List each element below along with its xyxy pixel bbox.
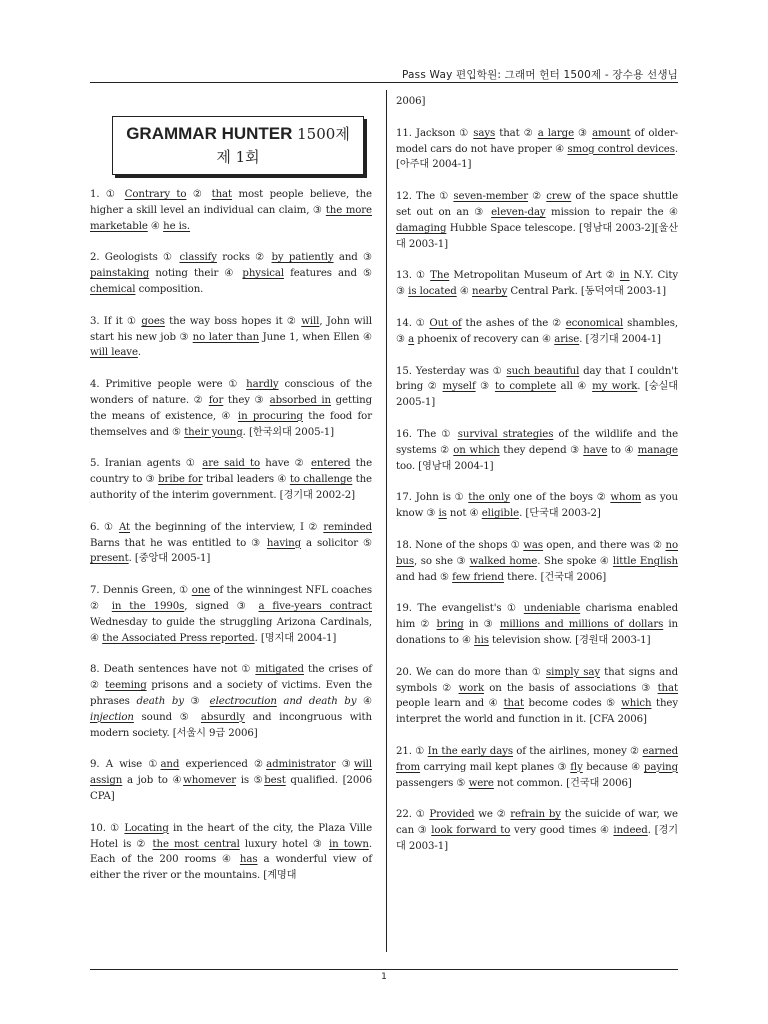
underlined-choice: says [473,127,496,139]
question-text: . [경기대 2004-1] [579,333,661,345]
underlined-choice: to complete [494,381,557,393]
question [90,377,372,440]
question [396,601,678,648]
question-text: very good times ④ [510,825,614,837]
question-text: features and ⑤ [283,268,372,280]
question-text: they ③ [223,394,270,406]
underlined-choice: entered [310,458,351,470]
question-text: N.Y. City ③ [396,270,678,298]
question-text: 3. If it ① [90,315,142,327]
underlined-choice: in town [328,838,369,850]
question-text: 5. Iranian agents ① [90,458,203,470]
question-text: 10. ① [90,822,125,834]
question-text: all ④ [556,381,593,393]
underlined-choice: little English [612,555,678,567]
underlined-choice: mitigated [255,664,304,676]
question-text: of the space shuttle set out on an ③ [396,191,679,218]
underlined-choice: manage [637,444,678,456]
underlined-choice: were [468,777,494,789]
question-text: composition. [135,283,204,295]
question [90,757,372,804]
underlined-choice: amount [592,127,631,139]
question-text: open, and there was ② [543,539,666,551]
underlined-choice: crew [546,191,572,203]
question-text: Wednesday to guide the struggling Arizona Cardinals, ④ [90,616,372,644]
page-header: Pass Way 편입학원: 그래머 헌터 1500제 - 장수용 선생님 [401,69,678,81]
underlined-choice: arise [554,333,580,345]
underlined-choice: survival strategies [457,428,554,440]
underlined-choice: smog control devices [567,143,675,155]
question-text: ② [528,191,547,203]
question-text: a wonderful view of either the river or the mountains. [계명대 [90,854,372,882]
question [396,427,678,474]
question [90,520,372,567]
question-text: experienced ② [179,759,267,771]
question-text: too. [영남대 2004-1] [396,460,494,472]
underlined-choice: no later than [192,331,260,343]
question-text: 11. Jackson ① [396,127,474,139]
underlined-choice: absurdly [200,711,245,723]
question-text: charisma enabled him ② [396,603,679,631]
underlined-choice: The [430,270,450,282]
question-text: conscious of the wonders of nature. ② [90,379,372,406]
question-text: Metropolitan Museum of Art ② [449,270,620,282]
question-text: and had ⑤ [396,571,453,583]
underlined-choice: such beautiful [506,365,580,377]
underlined-choice: nearby [472,286,508,298]
underlined-choice: refrain by [510,809,561,821]
question-text: we ② [474,809,511,821]
question [396,126,678,173]
question-text: a solicitor ⑤ [301,537,372,549]
question-text: one of the boys ② [509,492,611,504]
underlined-choice: earned from [396,745,678,773]
underlined-choice: electrocution [209,695,277,707]
question [90,662,372,741]
question-text: not common. [건국대 2006] [493,777,632,789]
underlined-choice: economical [565,317,624,329]
page-number: 1 [381,972,387,982]
underlined-choice: few friend [452,571,504,583]
question-text: luxury hotel ③ [239,838,329,850]
underlined-choice: that [211,189,233,200]
question-text: June 1, when Ellen ④ [259,331,372,343]
underlined-choice: a large [537,127,574,139]
question-text: most people believe, the higher a skill level an individual can claim, ③ [90,189,372,216]
question-text: . [경기대 2003-1] [396,825,678,852]
underlined-choice: fly [570,761,583,773]
underlined-choice: a [408,333,415,345]
title-line-1 [113,123,363,144]
question-text: 17. John is ① [396,492,469,504]
underlined-choice: my work [592,381,638,393]
question-text: getting the means of existence, ④ [90,394,372,422]
underlined-choice: was [523,539,543,551]
underlined-choice: whomever [183,775,237,787]
underlined-choice: classify [179,252,217,264]
question-text: to ④ [607,444,638,456]
question-text: 19. The evangelist's ① [396,603,524,615]
question-text: 18. None of the shops ① [396,539,524,551]
question-text: ③ [335,759,354,771]
question-text: 6. ① [90,521,119,533]
question-text: and ③ [333,252,372,264]
header-rule [90,82,678,83]
underlined-choice: millions and millions of dollars [499,619,664,631]
question-text: the beginning of the interview, I ② [130,521,324,533]
underlined-choice: will [301,315,320,327]
question-text: of older-model cars do not have proper ④ [396,127,679,155]
question-text: mission to repair the ④ [545,206,678,218]
question-text: there. [건국대 2006] [503,571,607,583]
underlined-choice: present [90,553,129,565]
underlined-choice: teeming [105,680,147,692]
question [90,821,372,884]
question-text: Central Park. [동덕여대 2003-1] [507,286,666,298]
underlined-choice: physical [242,268,284,280]
question-text: Barns that he was entitled to ③ [90,537,267,549]
underlined-choice: in [619,270,630,282]
underlined-choice: will assign [90,759,373,787]
question [90,314,372,361]
underlined-choice: is located [408,286,457,298]
question-text: 21. ① [396,745,428,757]
question-text: tribal leaders ④ [202,474,290,486]
underlined-choice: myself [442,381,476,393]
underlined-choice: Provided [429,809,475,821]
question [90,456,372,503]
question-text: . [아주대 2004-1] [396,143,678,171]
question-text: people learn and ④ [396,698,504,710]
underlined-choice: in the 1990s [111,600,185,612]
question-text: because ④ [582,761,644,773]
underlined-choice: which [621,698,652,710]
question-text: 7. Dennis Green, ① [90,585,192,597]
underlined-choice: eligible [481,508,520,520]
question [396,268,678,300]
question-text: as you know ③ [396,492,678,520]
column-divider [386,90,387,952]
question-text: ③ [475,381,495,393]
underlined-choice: the most central [152,838,240,850]
left-column [90,187,372,900]
question [396,807,678,854]
underlined-choice: their young [184,426,243,438]
question-text: . [숭실대 2005-1] [396,381,678,409]
question-text: 1. ① [90,189,125,200]
question-text: carrying mail kept planes ③ [420,761,571,773]
underlined-choice: injection [90,711,134,723]
underlined-choice: In the early days [427,745,513,757]
question-text: 14. ① [396,317,430,329]
question-text: prisons and a society of victims. Even the phrases [90,680,372,707]
underlined-choice: seven-member [453,191,529,203]
question-text: 20. We can do more than ① [396,666,547,678]
underlined-choice: work [458,682,485,694]
underlined-choice: the Associated Press reported [102,632,255,644]
underlined-choice: Locating [124,822,169,834]
underlined-choice: will leave [90,347,138,359]
underlined-choice: Out of [429,317,462,329]
question [396,189,678,252]
question-text: 16. The ① [396,428,458,440]
question-text: noting their ④ [149,268,243,280]
question-text: 4. Primitive people were ① [90,379,247,391]
question-text: ③ [574,127,593,139]
underlined-choice: Contrary to [124,189,187,200]
question-text: ④ [356,695,373,707]
underlined-choice: bring [436,619,464,631]
question-text: television show. [경원대 2003-1] [488,634,651,646]
question-text: . She spoke ④ [537,555,613,567]
question-text: in donations to ④ [396,619,678,646]
underlined-choice: one [191,585,211,597]
underlined-choice: simply say [546,666,601,678]
underlined-choice: have [583,444,608,456]
underlined-choice: on which [453,444,500,456]
question-text: passengers ⑤ [396,777,469,789]
question [90,250,372,297]
question-text: they depend ③ [499,444,584,456]
question-text: Hubble Space telescope. [영남대 2003-2][울산대 2003-1] [396,222,678,250]
question-text: become codes ⑤ [524,698,622,710]
underlined-choice: the more marketable [90,204,372,232]
question-text: 2. Geologists ① [90,252,180,264]
question-text: the way boss hopes it ② [164,315,302,327]
question [396,744,678,791]
right-column [396,94,678,871]
title-bold: GRAMMAR HUNTER [126,124,293,143]
question-text: shambles, ③ [396,317,678,345]
footer-rule [90,969,678,970]
underlined-choice: absorbed in [269,394,331,406]
title-box [112,116,364,175]
underlined-choice: look forward to [431,825,511,837]
question-text: 9. A wise ① [90,759,161,771]
question-text: . Each of the 200 rooms ④ [90,838,372,866]
underlined-choice: his [474,634,489,646]
underlined-choice: by patiently [271,252,334,264]
underlined-choice: is [438,508,447,520]
question-text: day that I couldn't bring ② [396,365,678,393]
question-text: in the heart of the city, the Plaza Ville Hotel is ② [90,822,373,850]
question-text: rocks ② [216,252,272,264]
question-text: . [한국외대 2005-1] [242,426,335,438]
underlined-choice: are said to [202,458,261,470]
question-text: . [중앙대 2005-1] [128,553,211,565]
question-text: not ④ [446,508,482,520]
underlined-choice: reminded [323,521,372,533]
question-text: is ⑤ [236,775,265,787]
question-text: ② [186,189,212,200]
underlined-choice: undeniable [523,603,581,615]
question-text: the crises of ② [90,664,372,692]
question-text: phoenix of recovery can ④ [414,333,555,345]
question [396,364,678,411]
question-text: in ③ [463,619,500,631]
question-text: that ② [495,127,538,139]
underlined-choice: chemical [90,283,136,295]
question-text: of the airlines, money ② [512,745,643,757]
underlined-choice: has [239,854,258,866]
question [396,538,678,585]
underlined-choice: goes [141,315,165,327]
question-text: . [단국대 2003-2] [519,508,601,520]
question-text: qualified. [2006 CPA] [90,775,372,802]
underlined-choice: hardly [246,379,279,391]
question-text: ④ [147,220,164,232]
question-text: the authority of the interim government. [경기대 2002-2] [90,474,372,501]
underlined-choice: that [657,682,678,694]
question-text: , John will start his new job ③ [90,315,372,343]
question-text: the food for themselves and ⑤ [90,410,372,438]
underlined-choice: no bus [396,539,678,567]
underlined-choice: in procuring [237,410,303,422]
question-text: of the wildlife and the systems ② [396,428,679,456]
continued-source: 2006] [396,96,426,107]
question-text: . [명지대 2004-1] [254,632,337,644]
question-text: ④ [456,286,473,298]
question-text: and death by [276,695,357,707]
question-text: they interpret the world and function in it. [CFA 2006] [396,698,678,726]
question-text: have ② [260,458,311,470]
question-text: , so she ③ [414,555,470,567]
question [90,583,372,646]
question-text: a job to ④ [122,775,184,787]
question [396,665,678,728]
question [396,316,678,348]
question-text: 22. ① [396,809,430,821]
underlined-choice: bribe for [158,474,203,486]
title-count: 1500제 [297,125,350,143]
underlined-choice: having [266,537,302,549]
underlined-choice: to challenge [289,474,353,486]
question-text: ③ [183,695,210,707]
question-text: 12. The ① [396,191,454,203]
underlined-choice: walked home [469,555,538,567]
underlined-choice: paying [643,761,678,773]
question-text: 13. ① [396,270,431,282]
question-text: and incongruous with modern society. [서울시 9급 2006] [90,711,372,739]
question-text: death by [136,695,184,707]
question-text: . [137,347,142,359]
question-text: 15. Yesterday was ① [396,365,507,377]
underlined-choice: indeed [613,825,648,837]
question-text: the suicide of war, we can ③ [396,809,678,837]
underlined-choice: eleven-day [491,206,546,218]
underlined-choice: whom [610,492,642,504]
underlined-choice: and [160,759,180,771]
question-text: of the winningest NFL coaches ② [90,585,372,612]
title-line-2: 제 1회 [216,148,260,166]
underlined-choice: the only [468,492,510,504]
underlined-choice: painstaking [90,268,150,280]
question-text: that signs and symbols ② [396,666,678,694]
underlined-choice: for [208,394,224,406]
underlined-choice: administrator [266,759,336,771]
underlined-choice: he is. [163,220,191,232]
question-text: 8. Death sentences have not ① [90,664,256,676]
question-text: sound ⑤ [133,711,201,723]
underlined-choice: damaging [396,222,447,234]
question-text: the ashes of the ② [461,317,566,329]
underlined-choice: that [503,698,524,710]
question [396,490,678,522]
question-text: on the basis of associations ③ [484,682,658,694]
question [90,187,372,234]
question-text: the country to ③ [90,458,372,486]
question-text: , signed ③ [184,600,259,612]
underlined-choice: At [118,521,131,533]
underlined-choice: best [264,775,286,787]
underlined-choice: a five-years contract [258,600,373,612]
